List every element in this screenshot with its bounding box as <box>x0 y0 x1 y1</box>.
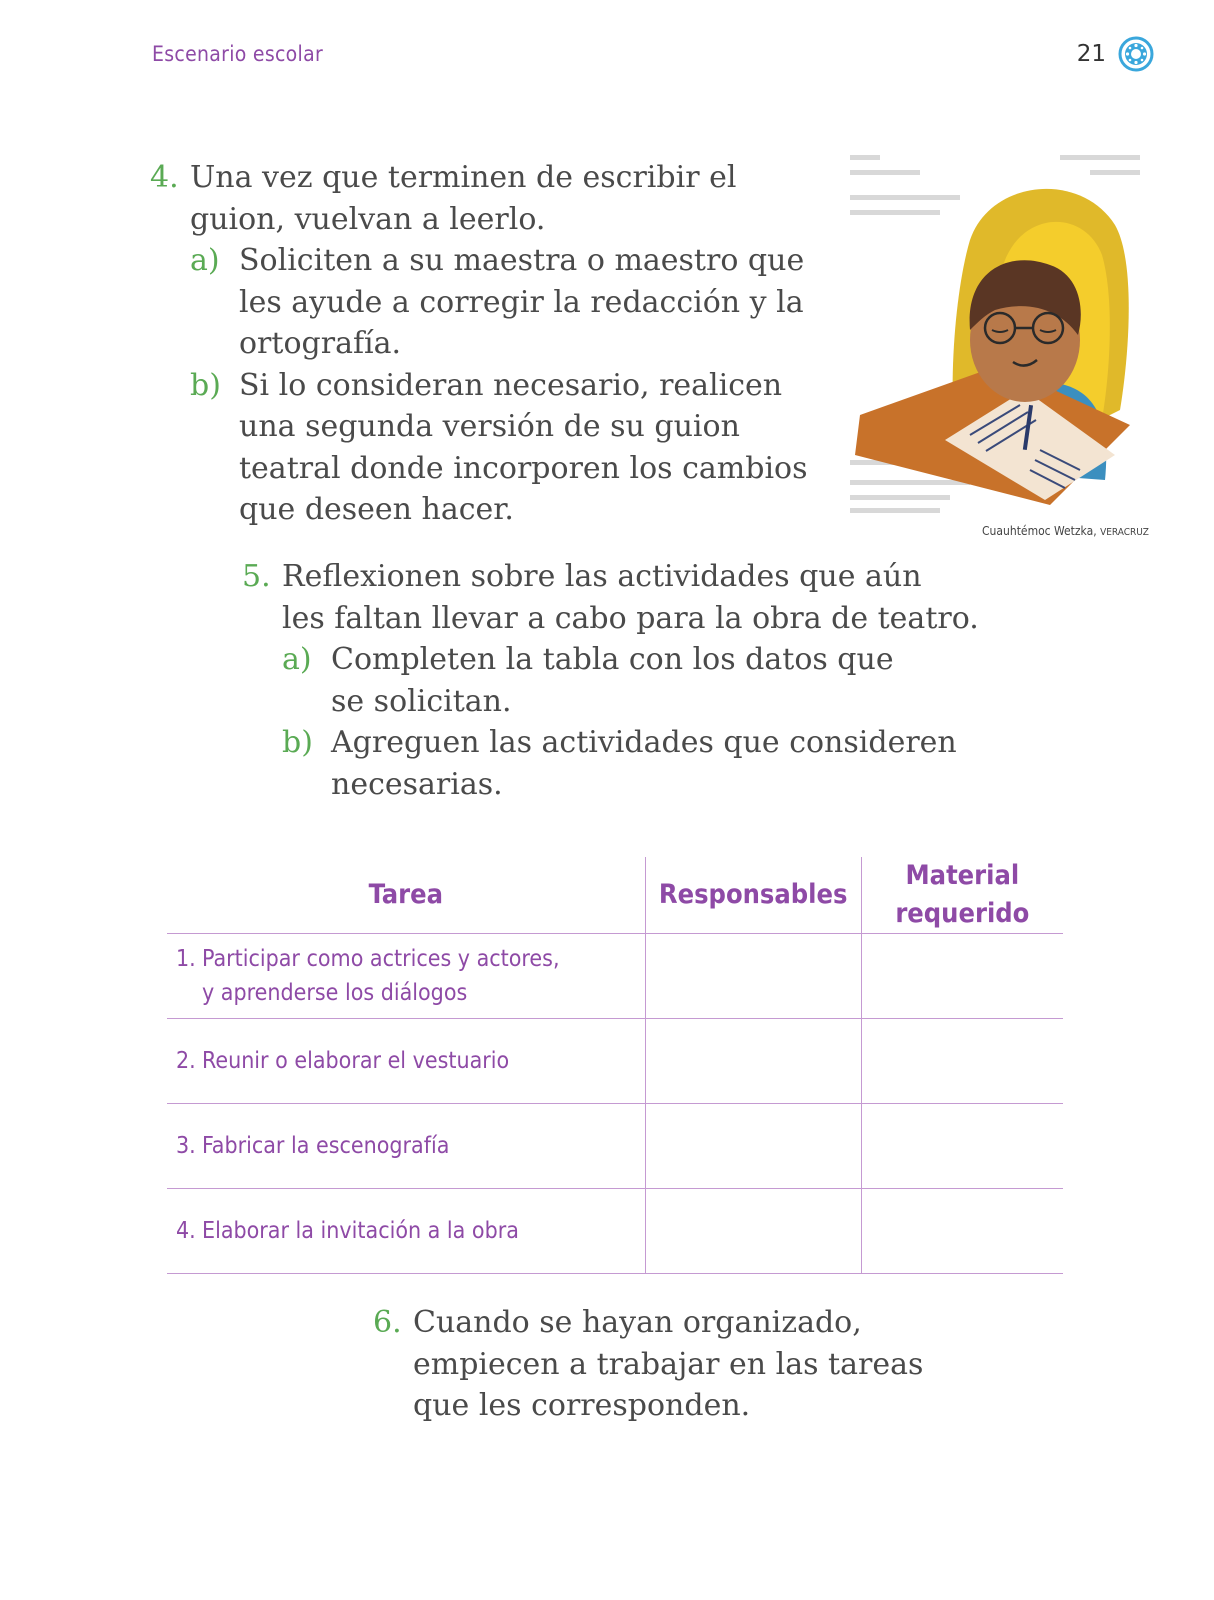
item-5b-line: necesarias. <box>331 766 503 802</box>
activity-6-line: Cuando se hayan organizado, <box>413 1305 862 1340</box>
activity-5-number: 5. <box>242 559 271 594</box>
activity-4-line: Una vez que terminen de escribir el <box>190 160 737 195</box>
task-number: 2. <box>176 1048 196 1074</box>
task-text: Participar como actrices y actores, <box>202 946 560 972</box>
item-4a-line: ortografía. <box>239 326 402 361</box>
activity-6-line: que les corresponden. <box>413 1388 751 1423</box>
material-cell[interactable] <box>861 1189 1063 1274</box>
activity-4-line: guion, vuelvan a leerlo. <box>190 201 546 237</box>
table-row <box>167 1104 1063 1189</box>
item-5b-marker: b) <box>282 725 313 760</box>
item-4b-marker: b) <box>190 367 221 403</box>
activity-6-line: empiecen a trabajar en las tareas <box>413 1346 924 1382</box>
material-cell[interactable] <box>861 1104 1063 1189</box>
activity-5-line: Reflexionen sobre las actividades que aún <box>282 559 922 594</box>
task-cell <box>167 934 645 1019</box>
page-header-right <box>1077 36 1154 72</box>
task-text: y aprenderse los diálogos <box>202 980 468 1006</box>
task-cell <box>167 1189 645 1274</box>
item-4a-marker: a) <box>190 243 220 278</box>
item-4a-line: Soliciten a su maestra o maestro que <box>239 243 805 278</box>
task-number: 1. <box>176 946 196 972</box>
task-cell <box>167 1104 645 1189</box>
item-5a-line: Completen la tabla con los datos que <box>331 642 894 677</box>
activity-6 <box>373 1302 923 1427</box>
task-text: Fabricar la escenografía <box>202 1133 450 1159</box>
item-5a-marker: a) <box>282 642 312 677</box>
child-writing-illustration <box>850 150 1150 520</box>
responsible-cell[interactable] <box>645 1189 861 1274</box>
header-material-line: Material <box>905 860 1020 891</box>
credit-place: VERACRUZ <box>1100 527 1149 538</box>
task-table <box>167 857 1063 1274</box>
item-4b-line: Si lo consideran necesario, realicen <box>239 367 783 403</box>
activity-5 <box>242 556 979 805</box>
task-text: Reunir o elaborar el vestuario <box>202 1048 510 1074</box>
section-title: Escenario escolar <box>152 42 324 66</box>
item-5b-line: Agreguen las actividades que consideren <box>331 725 957 760</box>
header-material-line: requerido <box>895 898 1030 929</box>
activity-4-number: 4. <box>150 160 179 195</box>
task-number: 3. <box>176 1133 196 1159</box>
material-cell[interactable] <box>861 934 1063 1019</box>
table-header-row <box>167 857 1063 934</box>
activity-4 <box>150 157 808 531</box>
page-number: 21 <box>1076 41 1106 67</box>
item-4b-line: que deseen hacer. <box>239 492 514 527</box>
item-5a-line: se solicitan. <box>331 683 512 719</box>
header-responsible: Responsables <box>645 857 861 934</box>
task-text: Elaborar la invitación a la obra <box>202 1218 519 1244</box>
item-4a-line: les ayude a corregir la redacción y la <box>239 284 804 320</box>
material-cell[interactable] <box>861 1019 1063 1104</box>
page-emblem-icon <box>1118 36 1154 72</box>
responsible-cell[interactable] <box>645 1104 861 1189</box>
activity-6-number: 6. <box>373 1305 402 1340</box>
illustration-credit <box>982 524 1149 538</box>
header-material <box>861 857 1063 934</box>
table-row <box>167 1019 1063 1104</box>
header-task: Tarea <box>167 857 645 934</box>
item-4b-line: teatral donde incorporen los cambios <box>239 450 808 486</box>
task-cell <box>167 1019 645 1104</box>
table-row <box>167 1189 1063 1274</box>
responsible-cell[interactable] <box>645 1019 861 1104</box>
task-number: 4. <box>176 1218 196 1244</box>
table-row <box>167 934 1063 1019</box>
credit-name: Cuauhtémoc Wetzka, <box>982 524 1097 538</box>
item-4b-line: una segunda versión de su guion <box>239 409 740 444</box>
activity-5-line: les faltan llevar a cabo para la obra de teatro. <box>282 600 979 636</box>
responsible-cell[interactable] <box>645 934 861 1019</box>
